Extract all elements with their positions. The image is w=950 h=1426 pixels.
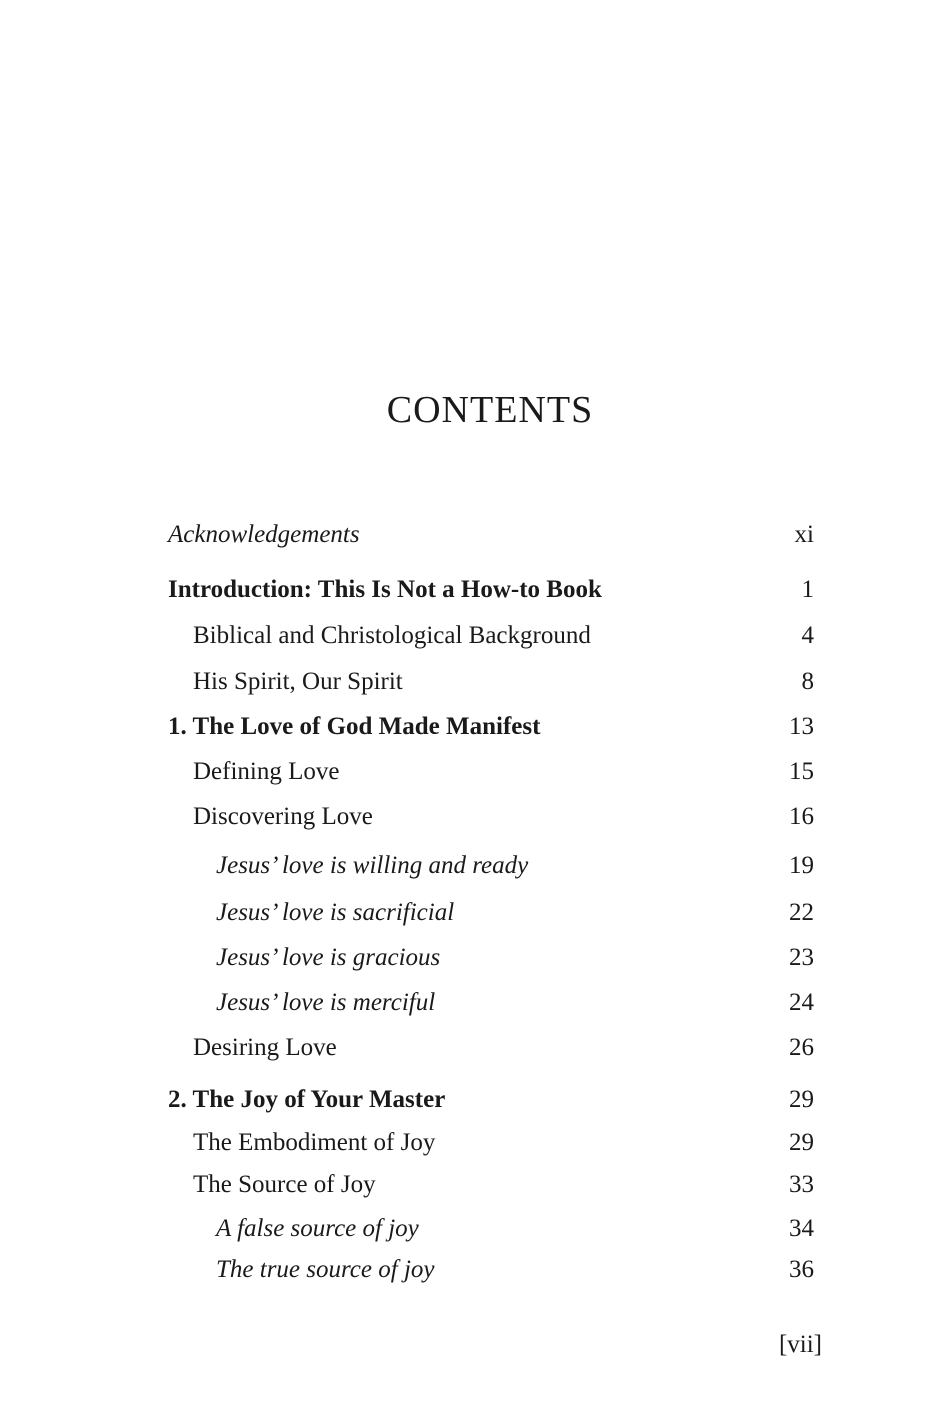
toc-entry[interactable] bbox=[0, 1253, 950, 1287]
toc-entry[interactable] bbox=[0, 1083, 950, 1117]
toc-entry-title: A false source of joy bbox=[216, 1215, 419, 1242]
toc-entry[interactable] bbox=[0, 710, 950, 744]
toc-entry-title: The Source of Joy bbox=[193, 1171, 376, 1198]
toc-entry-page: 19 bbox=[789, 852, 814, 879]
toc-entry-title: Acknowledgements bbox=[168, 521, 360, 548]
toc-entry-page: 13 bbox=[789, 713, 814, 740]
toc-entry-title: 2. The Joy of Your Master bbox=[168, 1086, 446, 1113]
toc-entry[interactable] bbox=[0, 1168, 950, 1202]
toc-entry[interactable] bbox=[0, 619, 950, 653]
toc-entry[interactable] bbox=[0, 665, 950, 699]
toc-entry-title: Jesus’ love is gracious bbox=[216, 944, 441, 971]
toc-entry-title: Jesus’ love is merciful bbox=[216, 989, 436, 1016]
toc-entry-title: His Spirit, Our Spirit bbox=[193, 668, 403, 695]
toc-entry[interactable] bbox=[0, 849, 950, 883]
page-number: [vii] bbox=[778, 1331, 822, 1358]
toc-entry-title: Defining Love bbox=[193, 758, 340, 785]
toc-entry-title: Introduction: This Is Not a How-to Book bbox=[168, 576, 602, 603]
toc-entry-title: 1. The Love of God Made Manifest bbox=[168, 713, 541, 740]
toc-entry[interactable] bbox=[0, 518, 950, 552]
toc-entry-title: The Embodiment of Joy bbox=[193, 1129, 436, 1156]
toc-entry-page: 15 bbox=[789, 758, 814, 785]
toc-entry[interactable] bbox=[0, 986, 950, 1020]
toc-entry-title: The true source of joy bbox=[216, 1256, 435, 1283]
toc-entry-page: 4 bbox=[801, 622, 814, 649]
toc-entry[interactable] bbox=[0, 800, 950, 834]
toc-entry-page: 23 bbox=[789, 944, 814, 971]
toc-entry-page: 34 bbox=[789, 1215, 814, 1242]
toc-entry-page: 36 bbox=[789, 1256, 814, 1283]
toc-entry[interactable] bbox=[0, 896, 950, 930]
toc-entry-page: 33 bbox=[789, 1171, 814, 1198]
toc-entry[interactable] bbox=[0, 755, 950, 789]
toc-entry[interactable] bbox=[0, 941, 950, 975]
toc-entry[interactable] bbox=[0, 1031, 950, 1065]
toc-entry-page: 26 bbox=[789, 1034, 814, 1061]
toc-entry-page: 29 bbox=[789, 1086, 814, 1113]
toc-entry[interactable] bbox=[0, 1126, 950, 1160]
toc-entry[interactable] bbox=[0, 573, 950, 607]
toc-entry-page: 8 bbox=[801, 668, 814, 695]
toc-entry-page: 29 bbox=[789, 1129, 814, 1156]
toc-entry[interactable] bbox=[0, 1212, 950, 1246]
toc-entry-page: 1 bbox=[801, 576, 814, 603]
toc-entry-title: Jesus’ love is willing and ready bbox=[216, 852, 529, 879]
toc-entry-page: 22 bbox=[789, 899, 814, 926]
toc-entry-title: Biblical and Christological Background bbox=[193, 622, 591, 649]
toc-entry-page: 24 bbox=[789, 989, 814, 1016]
toc-entry-page: xi bbox=[794, 521, 814, 548]
page-title: CONTENTS bbox=[386, 389, 594, 431]
toc-entry-page: 16 bbox=[789, 803, 814, 830]
toc-entry-title: Discovering Love bbox=[193, 803, 373, 830]
toc-entry-title: Desiring Love bbox=[193, 1034, 337, 1061]
toc-entry-title: Jesus’ love is sacrificial bbox=[216, 899, 455, 926]
